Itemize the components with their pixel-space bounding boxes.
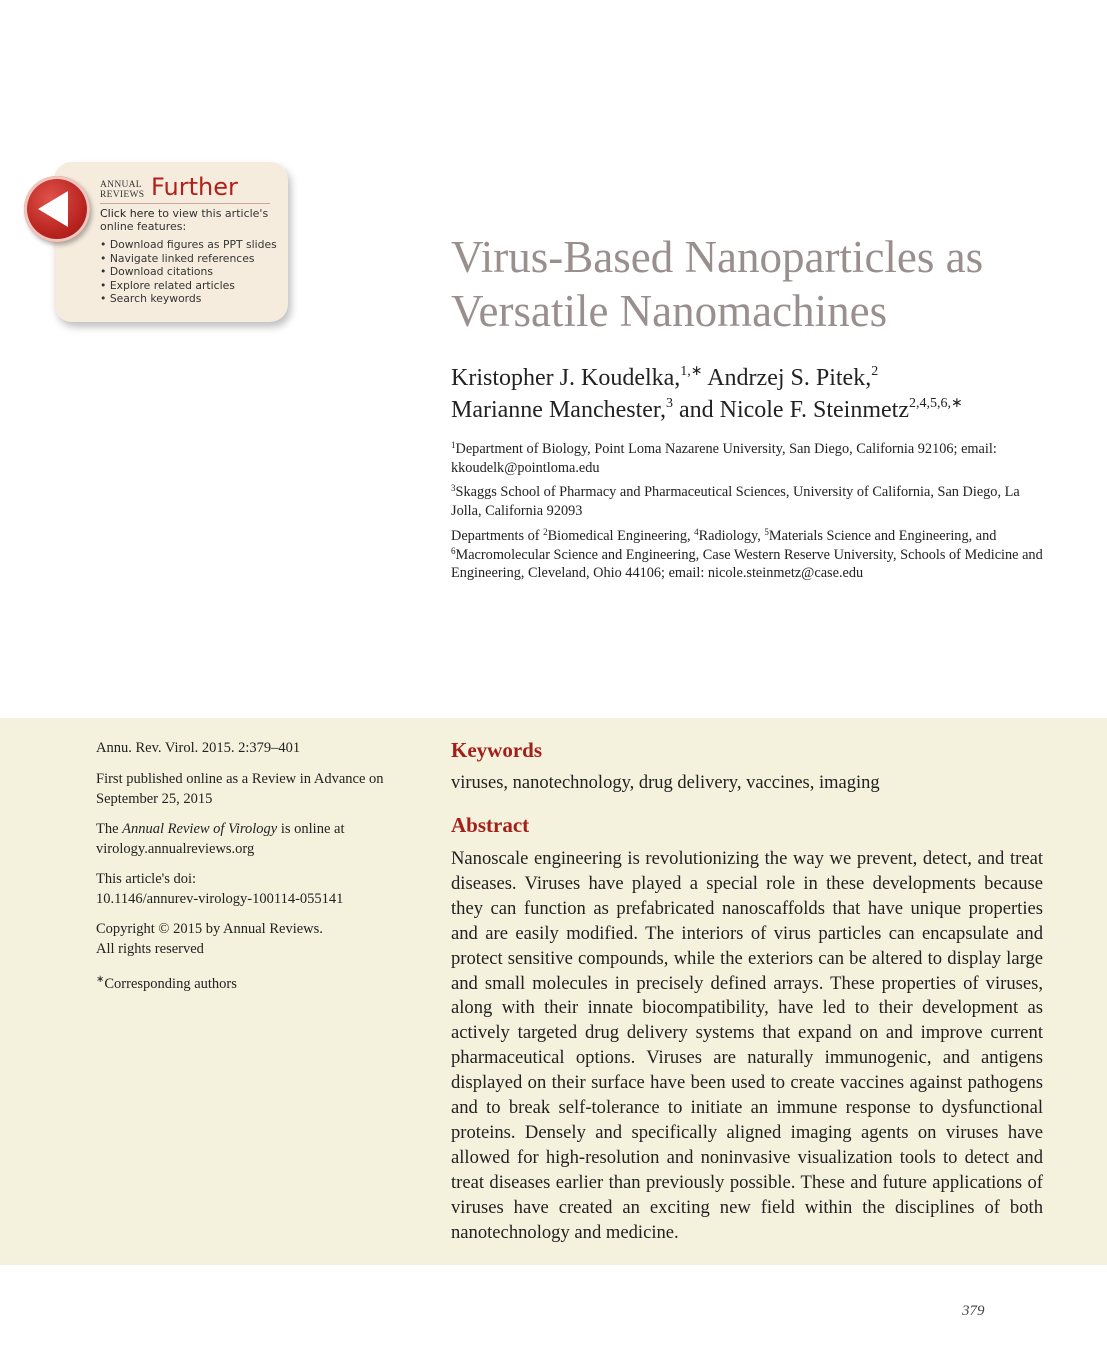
citation: Annu. Rev. Virol. 2015. 2:379–401 [96,740,301,756]
further-divider [100,203,270,204]
affiliation-2-4-5-6: Departments of $^2$Biomedical Engineering, $^4$Radiology, $^5$Materials Science and Engineering, and $^6$Macromolecular Science and Engineering, Case Western Reserve University, Schools of Medicine and Engineering, Cleveland, Ohio 44106; email: nicole.steinmetz@case.edu [451,527,1043,581]
keywords-heading: Keywords [451,738,542,762]
feature-item: • Search keywords [100,292,277,306]
author-name: Marianne Manchester, [451,397,666,423]
back-arrow-icon[interactable] [24,176,90,242]
further-feature-list [100,238,277,306]
journal-url-link[interactable]: virology.annualreviews.org [96,840,255,857]
email-link[interactable]: kkoudelk@pointloma.edu [451,459,600,476]
abstract-text: Nanoscale engineering is revolutionizing the way we prevent, detect, and treat diseases. Viruses have played a special role in these developments because they can function as prefabricated nanoscaffolds that have unique properties and are easily modified. The interiors of virus particles can encapsulate and protect sensitive compounds, while the exteriors can be altered to display large and small molecules in precisely defined arrays. These properties of viruses, along with their innate biocompatibility, have led to their development as actively targeted drug delivery systems that expand on and improve current pharmaceutical options. Viruses are naturally immunogenic, and antigens displayed on their surface have been used to create vaccines against pathogens and to break self-tolerance to initiate an immune response to dysfunctional proteins. Densely and specifically aligned imaging agents on viruses have allowed for high-resolution and noninvasive visualization tools to detect and treat diseases earlier than previously possible. These and future applications of viruses have created an exciting new field within the disciplines of both nanotechnology and medicine. [451,848,1043,1243]
article-title: Virus-Based Nanoparticles as Versatile Nanomachines [451,232,984,336]
further-intro: Click here to view this article's online features: [100,207,269,233]
further-title: Further [151,173,238,201]
doi-info: This article's doi: 10.1146/annurev-virology-100114-055141 [96,871,344,907]
copyright: Copyright © 2015 by Annual Reviews. All rights reserved [96,921,323,957]
author-name: and Nicole F. Steinmetz [678,397,909,423]
feature-item: • Download figures as PPT slides [100,238,277,252]
feature-item: • Download citations [100,265,277,279]
keywords-text: viruses, nanotechnology, drug delivery, vaccines, imaging [451,773,880,793]
affiliation-1: $^1$Department of Biology, Point Loma Nazarene University, San Diego, California 92106; email: kkoudelk@pointloma.edu [451,440,997,476]
doi-link[interactable]: 10.1146/annurev-virology-100114-055141 [96,890,344,907]
author-name: Kristopher J. Koudelka, [451,365,681,391]
first-published: First published online as a Review in Advance on September 25, 2015 [96,771,384,807]
annual-reviews-logo: ANNUAL REVIEWS [100,180,145,200]
author-list: Kristopher J. Koudelka,$^{1,∗}$ Andrzej S. Pitek,$^2$ Marianne Manchester,$^3$ and Nicole F. Steinmetz$^{2,4,5,6,∗}$ [451,364,963,423]
abstract-heading: Abstract [451,813,530,837]
feature-item: • Explore related articles [100,279,277,293]
corresponding-note: ∗Corresponding authors [96,974,237,992]
author-name: Andrzej S. Pitek, [707,365,872,391]
email-link[interactable]: nicole.steinmetz@case.edu [707,565,864,581]
click-here-link[interactable]: Click here [100,207,155,220]
journal-info: The Annual Review of Virology is online at virology.annualreviews.org [96,821,345,857]
page-number: 379 [962,1303,985,1319]
feature-item: • Navigate linked references [100,252,277,266]
affiliation-3: $^3$Skaggs School of Pharmacy and Pharmaceutical Sciences, University of California, San Diego, La Jolla, California 92093 [451,483,1020,519]
